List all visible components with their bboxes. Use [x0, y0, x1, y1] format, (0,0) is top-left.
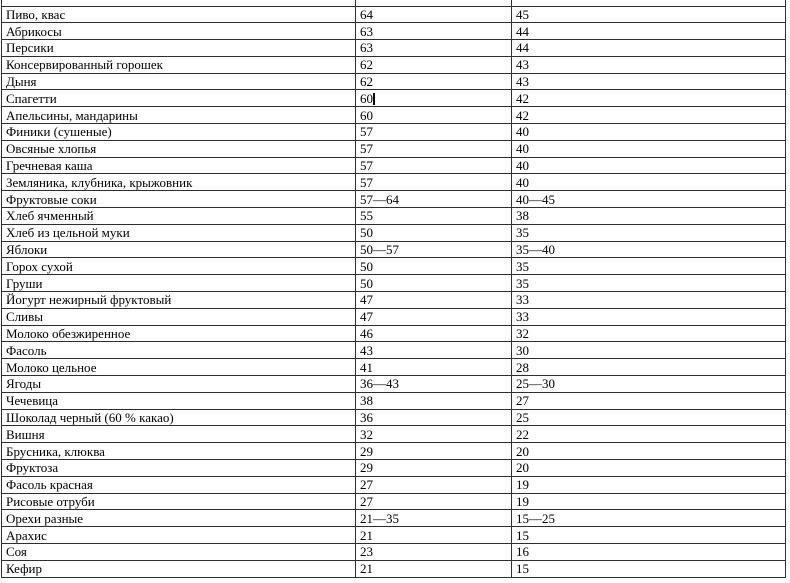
table-row: [2, 140, 786, 157]
cell-text: 57: [360, 174, 373, 190]
cell-text: Гречневая каша: [6, 158, 93, 174]
table-row: [2, 308, 786, 325]
table-cell[interactable]: [2, 460, 356, 477]
cell-text: 42: [516, 107, 529, 123]
cell-text: 20: [516, 460, 529, 476]
table-cell[interactable]: [356, 6, 512, 23]
cell-text: 25—30: [516, 376, 555, 392]
cell-text: Хлеб из цельной муки: [6, 225, 130, 241]
table-row: [2, 224, 786, 241]
cell-text: 19: [516, 494, 529, 509]
table-cell[interactable]: [2, 359, 356, 376]
text-caret: [373, 93, 375, 105]
table-cell[interactable]: [356, 140, 512, 157]
cell-text: 21: [360, 527, 373, 543]
cell-text: Груши: [6, 275, 43, 291]
cell-text: 57—64: [360, 191, 399, 207]
table-cell[interactable]: [512, 510, 786, 527]
table-row: [2, 493, 786, 510]
table-cell[interactable]: [2, 560, 356, 577]
table-cell[interactable]: [512, 426, 786, 443]
table-cell[interactable]: [2, 527, 356, 544]
table-cell[interactable]: [512, 40, 786, 57]
table-cell[interactable]: [512, 107, 786, 124]
table-cell[interactable]: [356, 460, 512, 477]
table-cell[interactable]: [512, 308, 786, 325]
cell-text: 15—25: [516, 510, 555, 526]
table-cell[interactable]: [2, 493, 356, 510]
cell-text: Орехи разные: [6, 510, 84, 526]
table-cell[interactable]: [2, 107, 356, 124]
cell-text: 35: [516, 258, 529, 274]
cell-text: 40: [516, 158, 529, 174]
cell-text: Овсяные хлопья: [6, 141, 97, 157]
cell-text: Консервированный горошек: [6, 57, 163, 73]
cell-text: 44: [516, 23, 529, 39]
table-row: [2, 208, 786, 225]
table-cell[interactable]: [2, 224, 356, 241]
table-row: [2, 443, 786, 460]
table-cell[interactable]: [356, 376, 512, 393]
table-row: [2, 409, 786, 426]
table-row: [2, 241, 786, 258]
cell-text: 43: [516, 74, 529, 90]
table-cell[interactable]: [356, 258, 512, 275]
cell-text: 21: [360, 561, 373, 577]
cell-text: 22: [516, 426, 529, 442]
table-cell[interactable]: [356, 174, 512, 191]
table-cell[interactable]: [512, 241, 786, 258]
table-cell[interactable]: [512, 560, 786, 577]
table-cell[interactable]: [512, 392, 786, 409]
table-cell[interactable]: [356, 392, 512, 409]
cell-text: Персики: [6, 40, 54, 56]
table-cell[interactable]: [2, 292, 356, 309]
table-cell[interactable]: [2, 376, 356, 393]
table-cell[interactable]: [2, 241, 356, 258]
table-cell[interactable]: [512, 258, 786, 275]
cell-text: 55: [360, 208, 373, 224]
cell-text: 28: [516, 359, 529, 375]
cell-text: Апельсины, мандарины: [6, 107, 138, 123]
table-cell[interactable]: [512, 359, 786, 376]
table-cell[interactable]: [512, 443, 786, 460]
table-row: [2, 376, 786, 393]
cell-text: 60: [360, 90, 373, 106]
cell-text: 33: [516, 292, 529, 308]
cell-text: 38: [360, 393, 373, 409]
table-row: [2, 124, 786, 141]
cell-text: 46: [360, 326, 373, 342]
table-row: [2, 191, 786, 208]
table-cell[interactable]: [512, 292, 786, 309]
table-row: [2, 476, 786, 493]
cell-text: 35: [516, 275, 529, 291]
table-row: [2, 174, 786, 191]
cell-text: 15: [516, 527, 529, 543]
table-cell[interactable]: [356, 73, 512, 90]
cell-text: Йогурт нежирный фруктовый: [6, 292, 172, 308]
table-row: [2, 359, 786, 376]
cell-text: 40—45: [516, 191, 555, 207]
cell-text: Молоко обезжиренное: [6, 326, 131, 342]
table-row: [2, 292, 786, 309]
cell-text: 42: [516, 90, 529, 106]
table-cell[interactable]: [2, 208, 356, 225]
cell-text: Арахис: [6, 527, 47, 543]
cell-text: 62: [360, 74, 373, 90]
cell-text: 38: [516, 208, 529, 224]
cell-text: Соя: [6, 544, 27, 560]
cell-text: 43: [516, 57, 529, 73]
table-cell[interactable]: [2, 392, 356, 409]
cell-text: Яблоки: [6, 242, 48, 258]
cell-text: 50—57: [360, 242, 399, 258]
table-cell[interactable]: [512, 73, 786, 90]
cell-text: Фасоль красная: [6, 477, 93, 493]
cell-text: 35: [516, 225, 529, 241]
cell-text: Фруктовые соки: [6, 191, 97, 207]
table-cell[interactable]: [356, 426, 512, 443]
cell-text: 15: [516, 561, 529, 577]
cell-text: Земляника, клубника, крыжовник: [6, 174, 193, 190]
table-cell[interactable]: [356, 359, 512, 376]
table-cell[interactable]: [356, 90, 512, 107]
table-cell[interactable]: [512, 493, 786, 510]
table-cell[interactable]: [2, 510, 356, 527]
cell-text: 57: [360, 124, 373, 140]
table-cell[interactable]: [356, 107, 512, 124]
table-row: [2, 73, 786, 90]
cell-text: 45: [516, 6, 529, 22]
cell-text: 47: [360, 292, 373, 308]
table-cell[interactable]: [2, 476, 356, 493]
cell-text: 47: [360, 309, 373, 325]
table-cell[interactable]: [356, 292, 512, 309]
cell-text: Абрикосы: [6, 23, 62, 39]
table-cell[interactable]: [2, 40, 356, 57]
table-cell[interactable]: [512, 191, 786, 208]
table-cell[interactable]: [2, 308, 356, 325]
table-cell[interactable]: [356, 275, 512, 292]
cell-text: 64: [360, 6, 373, 22]
table-cell[interactable]: [356, 544, 512, 561]
table-row: [2, 527, 786, 544]
cell-text: Кефир: [6, 561, 42, 577]
cell-text: 62: [360, 57, 373, 73]
table-row: [2, 460, 786, 477]
table-cell[interactable]: [2, 443, 356, 460]
table-cell[interactable]: [512, 224, 786, 241]
table-row: [2, 560, 786, 577]
cell-text: 41: [360, 359, 373, 375]
cell-text: 40: [516, 174, 529, 190]
table-cell[interactable]: [512, 124, 786, 141]
cell-text: 27: [360, 494, 373, 509]
cell-text: 36—43: [360, 376, 399, 392]
cell-text: Ягоды: [6, 376, 42, 392]
cell-text: 50: [360, 258, 373, 274]
table-cell[interactable]: [2, 325, 356, 342]
cell-text: 40: [516, 124, 529, 140]
cell-text: 29: [360, 443, 373, 459]
cell-text: Брусника, клюква: [6, 443, 105, 459]
table-cell[interactable]: [356, 510, 512, 527]
cell-text: 36: [360, 410, 373, 426]
table-cell[interactable]: [2, 258, 356, 275]
table-cell[interactable]: [356, 342, 512, 359]
cell-text: Рисовые отруби: [6, 494, 95, 509]
cell-text: 33: [516, 309, 529, 325]
table-cell[interactable]: [512, 275, 786, 292]
table-row: [2, 510, 786, 527]
table-row: [2, 56, 786, 73]
cell-text: Сливы: [6, 309, 43, 325]
table-cell[interactable]: [2, 23, 356, 40]
table-cell[interactable]: [512, 544, 786, 561]
cell-text: 50: [360, 275, 373, 291]
table-cell[interactable]: [512, 208, 786, 225]
table-cell[interactable]: [2, 409, 356, 426]
table-cell[interactable]: [512, 460, 786, 477]
table-cell[interactable]: [2, 342, 356, 359]
cell-text: Чечевица: [6, 393, 59, 409]
cell-text: Финики (сушеные): [6, 124, 112, 140]
table-cell[interactable]: [512, 157, 786, 174]
table-cell[interactable]: [2, 275, 356, 292]
table-cell[interactable]: [512, 90, 786, 107]
cell-text: Фруктоза: [6, 460, 59, 476]
cell-text: 25: [516, 410, 529, 426]
table-cell[interactable]: [512, 174, 786, 191]
cell-text: 32: [516, 326, 529, 342]
table-cell[interactable]: [356, 443, 512, 460]
table-cell[interactable]: [2, 56, 356, 73]
table-cell[interactable]: [356, 157, 512, 174]
cell-text: 60: [360, 107, 373, 123]
cell-text: 63: [360, 40, 373, 56]
table-row: [2, 107, 786, 124]
cell-text: 63: [360, 23, 373, 39]
cell-text: Дыня: [6, 74, 37, 90]
cell-text: Хлеб ячменный: [6, 208, 94, 224]
table-cell[interactable]: [2, 544, 356, 561]
table-cell[interactable]: [2, 174, 356, 191]
table-cell[interactable]: [512, 23, 786, 40]
table-cell[interactable]: [2, 73, 356, 90]
cell-text: 35—40: [516, 242, 555, 258]
table-cell[interactable]: [2, 191, 356, 208]
table-cell[interactable]: [356, 493, 512, 510]
table-cell[interactable]: [356, 241, 512, 258]
cell-text: Фасоль: [6, 342, 47, 358]
table-cell[interactable]: [356, 124, 512, 141]
table-cell[interactable]: [512, 325, 786, 342]
table-cell[interactable]: [356, 208, 512, 225]
table-cell[interactable]: [356, 191, 512, 208]
table-row: [2, 544, 786, 561]
cell-text: 32: [360, 426, 373, 442]
cell-text: 44: [516, 40, 529, 56]
table-row: [2, 275, 786, 292]
cell-text: 57: [360, 158, 373, 174]
table-cell[interactable]: [512, 527, 786, 544]
table-row: [2, 23, 786, 40]
cell-text: 43: [360, 342, 373, 358]
table-cell[interactable]: [512, 56, 786, 73]
table-cell[interactable]: [2, 426, 356, 443]
cell-text: 30: [516, 342, 529, 358]
table-cell[interactable]: [356, 325, 512, 342]
table-row: [2, 342, 786, 359]
cell-text: 50: [360, 225, 373, 241]
table-cell[interactable]: [356, 409, 512, 426]
table-cell[interactable]: [512, 6, 786, 23]
table-body: [2, 0, 786, 577]
table-cell[interactable]: [2, 140, 356, 157]
cell-text: 40: [516, 141, 529, 157]
table-cell[interactable]: [356, 23, 512, 40]
cell-text: 57: [360, 141, 373, 157]
cell-text: 21—35: [360, 510, 399, 526]
cell-text: 27: [360, 477, 373, 493]
table-row: [2, 6, 786, 23]
table-row: [2, 426, 786, 443]
table-cell[interactable]: [356, 560, 512, 577]
cell-text: 23: [360, 544, 373, 560]
cell-text: Молоко цельное: [6, 359, 97, 375]
table-row: [2, 258, 786, 275]
table-cell[interactable]: [512, 409, 786, 426]
cell-text: Пиво, квас: [6, 6, 66, 22]
table-row: [2, 157, 786, 174]
table-cell[interactable]: [2, 157, 356, 174]
cell-text: Спагетти: [6, 90, 57, 106]
table-cell[interactable]: [2, 6, 356, 23]
cell-text: 19: [516, 477, 529, 493]
table-cell[interactable]: [356, 308, 512, 325]
cell-text: Горох сухой: [6, 258, 73, 274]
table-cell[interactable]: [2, 124, 356, 141]
cell-text: Вишня: [6, 426, 45, 442]
table-cell[interactable]: [356, 527, 512, 544]
table-cell[interactable]: [356, 40, 512, 57]
table-cell[interactable]: [512, 342, 786, 359]
table-row: [2, 90, 786, 107]
table-row: [2, 392, 786, 409]
table-cell[interactable]: [512, 476, 786, 493]
cell-text: 27: [516, 393, 529, 409]
gi-table: [1, 0, 786, 578]
table-cell[interactable]: [356, 56, 512, 73]
cell-text: 16: [516, 544, 529, 560]
table-row: [2, 40, 786, 57]
cell-text: Шоколад черный (60 % какао): [6, 410, 174, 426]
table-row: [2, 325, 786, 342]
table-cell[interactable]: [356, 476, 512, 493]
table-cell[interactable]: [2, 90, 356, 107]
table-cell[interactable]: [356, 224, 512, 241]
cell-text: 20: [516, 443, 529, 459]
cell-text: 29: [360, 460, 373, 476]
table-cell[interactable]: [512, 140, 786, 157]
table-cell[interactable]: [512, 376, 786, 393]
